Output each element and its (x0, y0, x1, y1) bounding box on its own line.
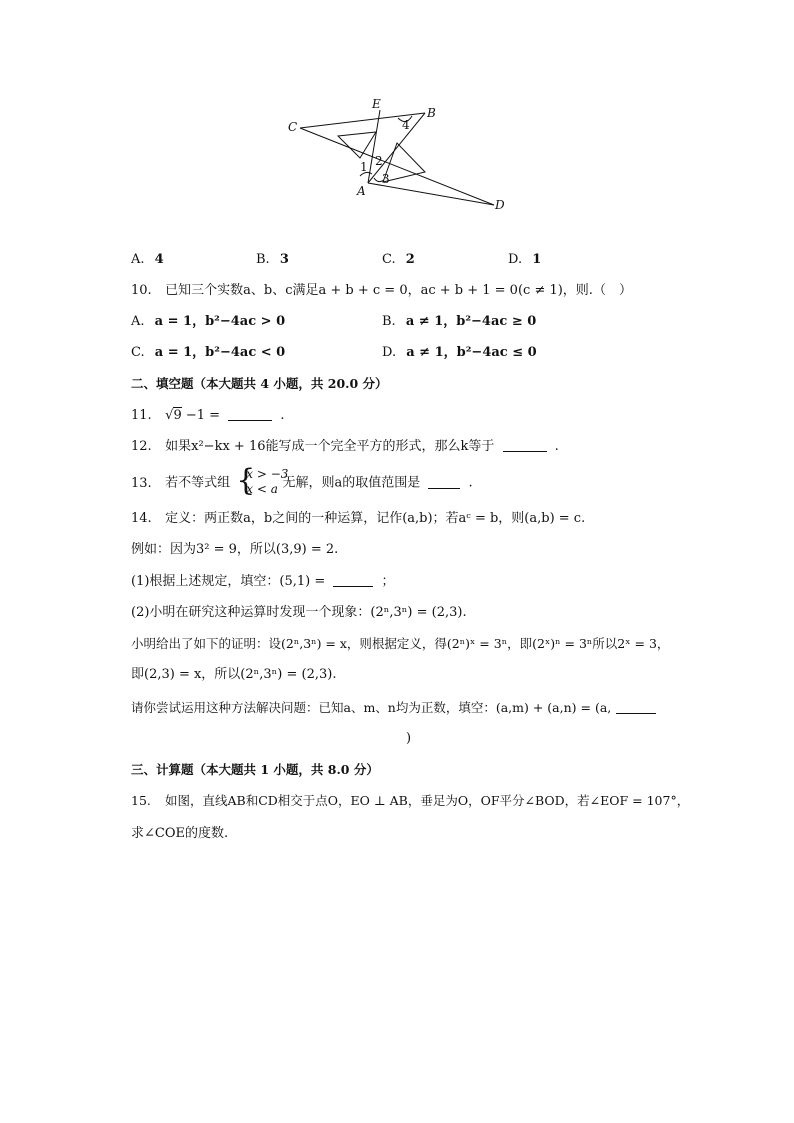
q10-option-b[interactable] (382, 312, 536, 332)
inequality-row-2: x < a (246, 482, 278, 496)
q12 (131, 437, 559, 457)
question-end: . (554, 439, 559, 454)
question-text: −1 = (185, 408, 221, 423)
option-value: a = 1，b²−4ac > 0 (154, 314, 286, 329)
option-letter: D. (382, 345, 397, 360)
label-D: D (495, 198, 505, 212)
label-1: 1 (360, 160, 368, 174)
q14-line-5: 小明给出了如下的证明：设(2ⁿ,3ⁿ) = x，则根据定义，得(2ⁿ)ˣ = 3ⁿ，即(2ˣ)ⁿ = 3ⁿ所以2ˣ = 3， (131, 636, 670, 651)
option-letter: C. (131, 345, 145, 360)
q14-line-3 (131, 572, 395, 592)
segment-AD (368, 183, 494, 205)
question-end: ； (381, 574, 395, 589)
q9-option-d[interactable] (508, 250, 541, 270)
sqrt-radicand: 9 (173, 408, 182, 423)
q14-line-6: 即(2,3) = x，所以(2ⁿ,3ⁿ) = (2,3). (131, 667, 337, 682)
question-end: . (468, 475, 473, 491)
option-value: 4 (154, 252, 164, 267)
question-text: 若不等式组 (165, 475, 231, 491)
q10-option-c[interactable] (131, 343, 285, 363)
label-4: 4 (402, 118, 410, 132)
question-text: 请你尝试运用这种方法解决问题：已知a、m、n均为正数，填空：(a,m) + (a,n) = (a, (131, 700, 612, 715)
answer-blank[interactable] (616, 699, 656, 714)
question-number: 11. (131, 408, 152, 423)
segment-CD (300, 128, 494, 205)
q9-option-c[interactable] (382, 250, 415, 270)
section-3-title: 三、计算题（本大题共 1 小题，共 8.0 分） (131, 762, 379, 777)
label-B: B (427, 106, 436, 120)
q14-line-8: ) (406, 731, 412, 746)
q14-line-2: 例如：因为3² = 9，所以(3,9) = 2. (131, 542, 339, 557)
label-C: C (288, 120, 298, 134)
question-text: (1)根据上述规定，填空：(5,1) = (131, 574, 326, 589)
label-3: 3 (382, 172, 390, 186)
q14-line-1 (131, 509, 585, 529)
label-2: 2 (375, 154, 383, 168)
sqrt-sign: √9 (165, 408, 182, 423)
option-letter: B. (382, 314, 396, 329)
answer-blank[interactable] (503, 437, 547, 452)
question-number: 15. (131, 793, 151, 808)
question-text: 定义：两正数a，b之间的一种运算，记作(a,b)；若aᶜ = b，则(a,b) = c. (165, 511, 586, 526)
option-value: 2 (405, 252, 415, 267)
segment-AB (368, 113, 425, 183)
q10-option-d[interactable] (382, 343, 537, 363)
question-text-2: 无解，则a的取值范围是 (282, 475, 421, 491)
answer-blank[interactable] (333, 572, 373, 587)
option-letter: A. (131, 314, 145, 329)
question-text: 已知三个实数a、b、c满足a + b + c = 0，ac + b + 1 = 0(c ≠ 1)，则.（ ） (165, 283, 632, 298)
q15-line-1 (131, 791, 689, 811)
option-value: 1 (532, 252, 542, 267)
option-value: 3 (279, 252, 289, 267)
option-letter: C. (382, 252, 396, 267)
option-value: a ≠ 1，b²−4ac ≤ 0 (406, 345, 537, 360)
option-value: a ≠ 1，b²−4ac ≥ 0 (405, 314, 537, 329)
label-A: A (357, 184, 366, 198)
q15-line-2: 求∠COE的度数. (131, 826, 229, 841)
q14-line-4: (2)小明在研究这种运算时发现一个现象：(2ⁿ,3ⁿ) = (2,3). (131, 605, 467, 620)
option-letter: A. (131, 252, 145, 267)
question-number: 14. (131, 511, 152, 526)
question-text: 如图，直线AB和CD相交于点O，EO ⊥ AB，垂足为O，OF平分∠BOD，若∠EOF = 107°， (164, 793, 690, 808)
q13 (131, 463, 473, 499)
question-text: 如果x²−kx + 16能写成一个完全平方的形式，那么k等于 (165, 439, 495, 454)
question-number: 12. (131, 439, 152, 454)
section-2-title: 二、填空题（本大题共 4 小题，共 20.0 分） (131, 376, 388, 391)
geometry-figure (0, 0, 794, 240)
inequality-system (236, 463, 289, 498)
q11 (131, 406, 284, 426)
option-letter: B. (256, 252, 270, 267)
question-end: . (280, 408, 285, 423)
q14-line-7 (131, 698, 660, 718)
answer-blank[interactable] (428, 474, 460, 489)
segment-AE (368, 110, 380, 183)
inequality-row-1: x > −3 (246, 467, 289, 481)
q9-option-a[interactable] (131, 250, 164, 270)
q9-option-b[interactable] (256, 250, 289, 270)
answer-blank[interactable] (228, 406, 272, 421)
q10-option-a[interactable] (131, 312, 285, 332)
option-letter: D. (508, 252, 523, 267)
question-number: 10. (131, 283, 152, 298)
brace-icon: { (236, 463, 256, 498)
question-number: 13. (131, 475, 152, 491)
label-E: E (372, 97, 381, 111)
option-value: a = 1，b²−4ac < 0 (154, 345, 286, 360)
q10-stem (131, 281, 632, 301)
